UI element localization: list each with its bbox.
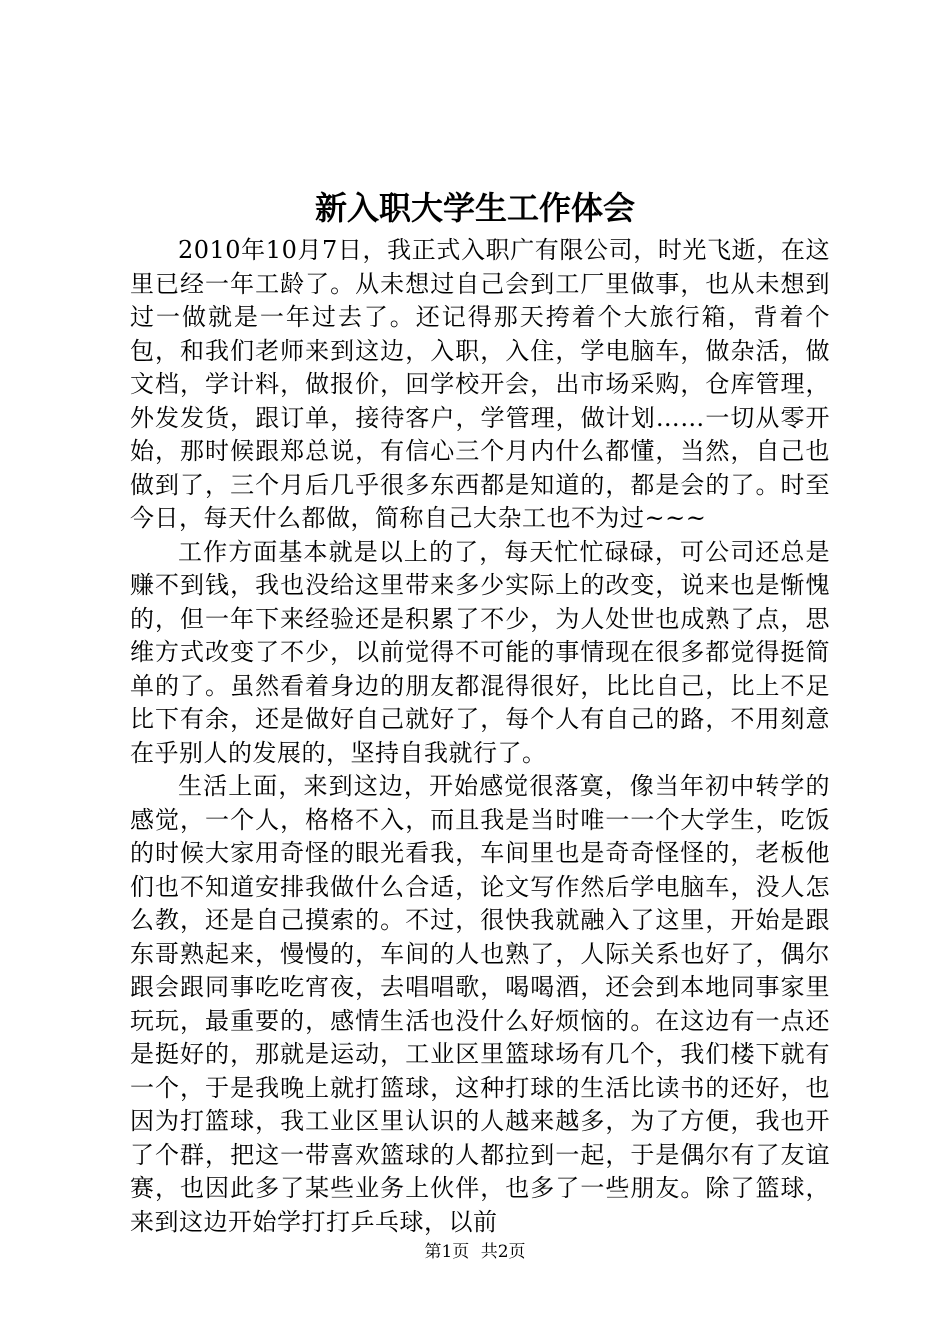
page-footer [0,1240,950,1264]
paragraph-2: 工作方面基本就是以上的了，每天忙忙碌碌，可公司还总是赚不到钱，我也没给这里带来多少实际上的改变，说来也是惭愧的，但一年下来经验还是积累了不少，为人处世也成熟了点，思维方式改变了不少，以前觉得不可能的事情现在很多都觉得挺简单的了。虽然看着身边的朋友都混得很好，比比自己，比上不足比下有余，还是做好自己就好了，每个人有自己的路，不用刻意在乎别人的发展的，坚持自我就行了。 [130,537,830,767]
page-total: 共2页 [480,1242,526,1262]
document-title: 新入职大学生工作体会 [314,189,635,227]
paragraph-1: 2010年10月7日，我正式入职广有限公司，时光飞逝，在这里已经一年工龄了。从未想过自己会到工厂里做事，也从未想到过一做就是一年过去了。还记得那天挎着个大旅行箱，背着个包，和我们老师来到这边，入职，入住，学电脑车，做杂活，做文档，学计料，做报价，回学校开会，出市场采购，仓库管理，外发发货，跟订单，接待客户，学管理，做计划……一切从零开始，那时候跟郑总说，有信心三个月内什么都懂，当然，自己也做到了，三个月后几乎很多东西都是知道的，都是会的了。时至今日，每天什么都做，简称自己大杂工也不为过~~~ [130,236,830,532]
page-number: 第1页 [424,1242,470,1262]
document-body [130,234,830,1239]
paragraph-3: 生活上面，来到这边，开始感觉很落寞，像当年初中转学的感觉，一个人，格格不入，而且我是当时唯一一个大学生，吃饭的时候大家用奇怪的眼光看我，车间里也是奇奇怪怪的，老板他们也不知道安排我做什么合适，论文写作然后学电脑车，没人怎么教，还是自己摸索的。不过，很快我就融入了这里，开始是跟东哥熟起来，慢慢的，车间的人也熟了，人际关系也好了，偶尔跟会跟同事吃吃宵夜，去唱唱歌，喝喝酒，还会到本地同事家里玩玩，最重要的，感情生活也没什么好烦恼的。在这边有一点还是挺好的，那就是运动，工业区里篮球场有几个，我们楼下就有一个，于是我晚上就打篮球，这种打球的生活比读书的还好，也因为打篮球，我工业区里认识的人越来越多，为了方便，我也开了个群，把这一带喜欢篮球的人都拉到一起，于是偶尔有了友谊赛，也因此多了某些业务上伙伴，也多了一些朋友。除了篮球，来到这边开始学打打乒乓球，以前 [130,772,830,1236]
